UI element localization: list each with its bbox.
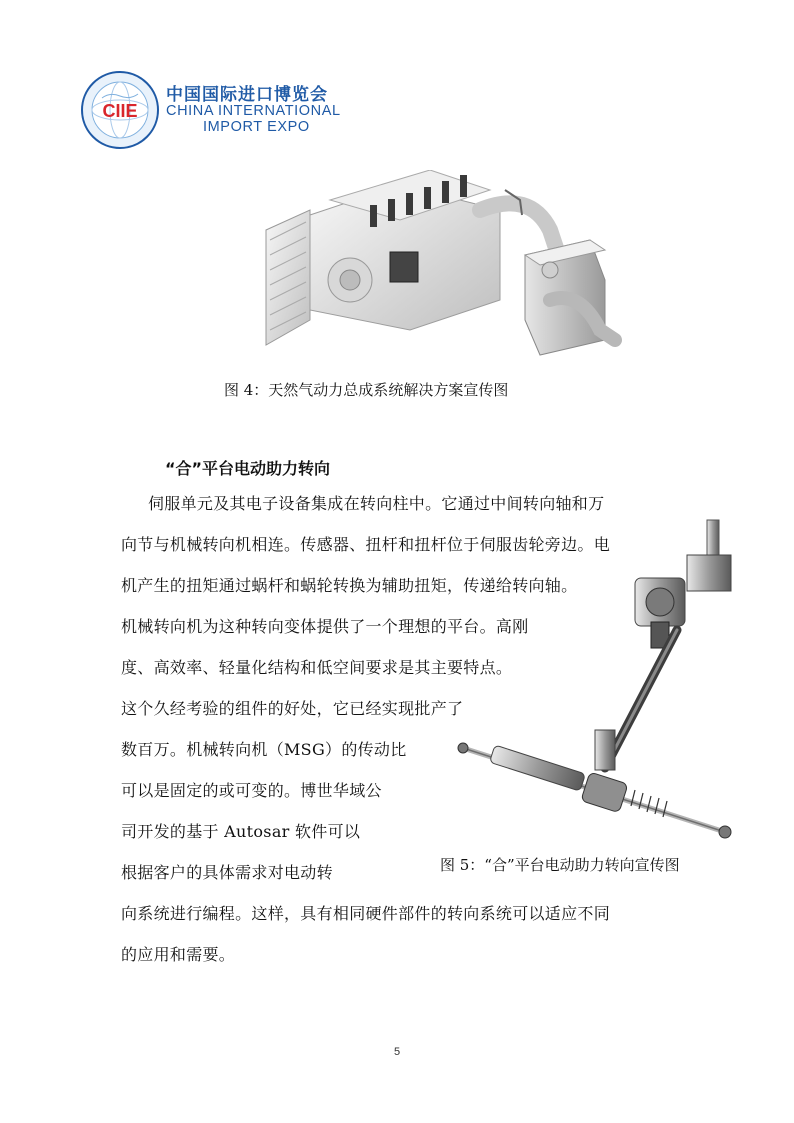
org-name-en-1: CHINA INTERNATIONAL (166, 103, 341, 119)
paragraph-line: 机械转向机为这种转向变体提供了一个理想的平台。高刚 (121, 617, 529, 636)
paragraph-line: 司开发的基于 Autosar 软件可以 (121, 822, 361, 841)
paragraph-line: 伺服单元及其电子设备集成在转向柱中。它通过中间转向轴和万 (148, 494, 605, 513)
paragraph-line: 根据客户的具体需求对电动转 (121, 863, 333, 882)
section-heading: “合”平台电动助力转向 (165, 459, 331, 478)
engine-powertrain-image (200, 170, 640, 370)
paragraph-line: 机产生的扭矩通过蜗杆和蜗轮转换为辅助扭矩，传递给转向轴。 (121, 576, 578, 595)
paragraph-line: 向节与机械转向机相连。传感器、扭杆和扭杆位于伺服齿轮旁边。电 (121, 535, 611, 554)
ciie-logo (80, 70, 160, 150)
paragraph-line: 可以是固定的或可变的。博世华域公 (121, 781, 382, 800)
paragraph-line: 向系统进行编程。这样，具有相同硬件部件的转向系统可以适应不同 (121, 904, 611, 923)
paragraph-line: 数百万。机械转向机（MSG）的传动比 (121, 740, 407, 759)
paragraph-line: 这个久经考验的组件的好处，它已经实现批产了 (121, 699, 464, 718)
org-name-cn: 中国国际进口博览会 (166, 85, 328, 105)
figure-5-caption: 图 5：“合”平台电动助力转向宣传图 (440, 856, 680, 874)
org-name-en-2: IMPORT EXPO (203, 119, 310, 135)
figure-4-caption: 图 4：天然气动力总成系统解决方案宣传图 (224, 381, 509, 399)
paragraph-line: 的应用和需要。 (121, 945, 236, 964)
svg-text:CIIE: CIIE (102, 101, 138, 121)
page-number: 5 (393, 1046, 401, 1058)
steering-system-image (455, 510, 745, 850)
paragraph-line: 度、高效率、轻量化结构和低空间要求是其主要特点。 (121, 658, 513, 677)
